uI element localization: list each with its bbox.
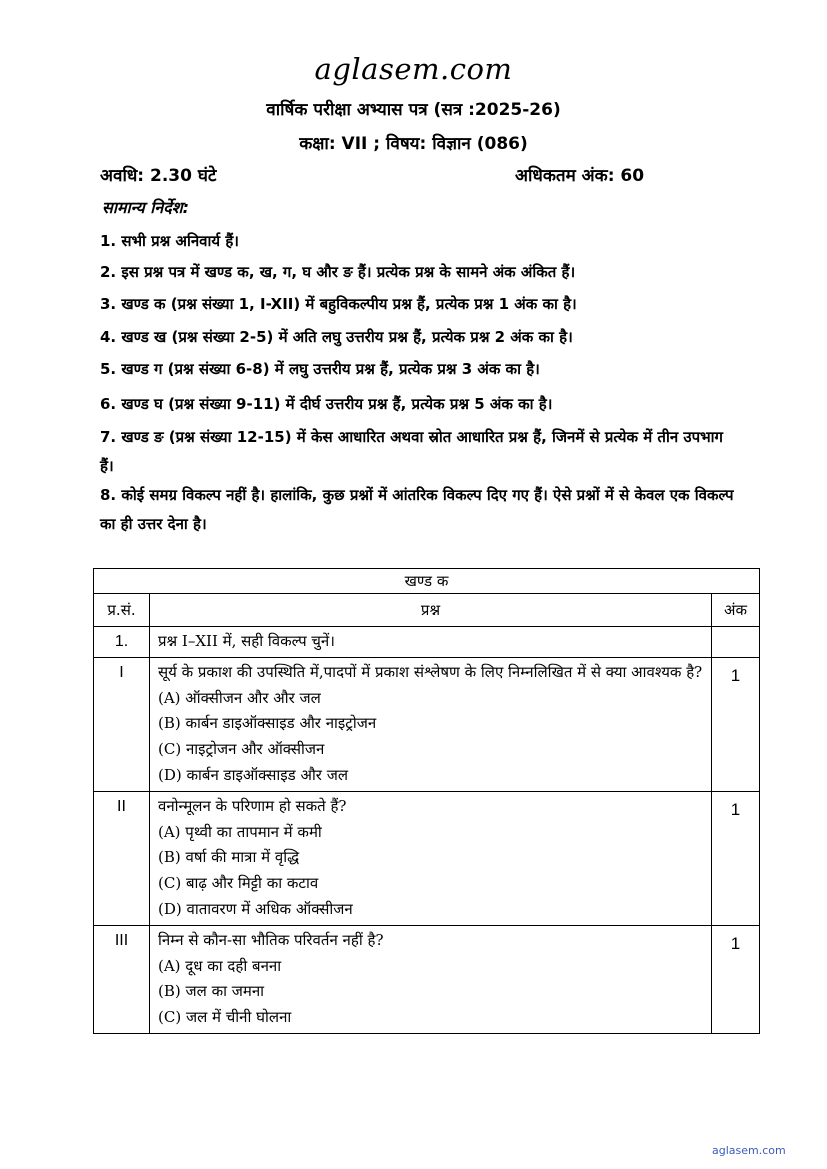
question-number: 1. [94,627,150,658]
instruction-item: 7. खण्ड ङ (प्रश्न संख्या 12-15) में केस आधारित अथवा स्रोत आधारित प्रश्न हैं, जिनमें से प्रत्येक में तीन उपभाग हैं। [100,428,724,475]
marks-cell: 1 [712,925,760,1033]
option-a: (A) ऑक्सीजन और और जल [158,688,321,707]
option-a: (A) पृथ्वी का तापमान में कमी [158,822,322,841]
instruction-item: 5. खण्ड ग (प्रश्न संख्या 6-8) में लघु उत्तरीय प्रश्न हैं, प्रत्येक प्रश्न 3 अंक का है। [100,360,540,378]
question-cell [150,791,712,925]
instruction-item: 2. इस प्रश्न पत्र में खण्ड क, ख, ग, घ और ङ हैं। प्रत्येक प्रश्न के सामने अंक अंकित हैं। [100,263,576,281]
duration: अवधि: 2.30 घंटे [100,166,217,186]
question-text: निम्न से कौन-सा भौतिक परिवर्तन नहीं है? [158,930,384,949]
question-text: सूर्य के प्रकाश की उपस्थिति में,पादपों में प्रकाश संश्लेषण के लिए निम्नलिखित में से क्या आवश्यक है? [158,662,703,681]
col-header-question: प्रश्न [150,594,712,627]
instructions-heading: सामान्य निर्देश: [102,198,190,217]
option-a: (A) दूध का दही बनना [158,956,282,975]
option-b: (B) वर्षा की मात्रा में वृद्धि [158,848,300,867]
table-row [94,627,760,658]
option-c: (C) बाढ़ और मिट्टी का कटाव [158,874,319,893]
question-table [93,568,760,1034]
option-c: (C) नाइट्रोजन और ऑक्सीजन [158,740,325,759]
table-row [94,925,760,1033]
question-cell [150,925,712,1033]
question-cell [150,657,712,791]
question-number: I [94,657,150,791]
exam-title: वार्षिक परीक्षा अभ्यास पत्र (सत्र :2025-26) [266,100,561,120]
instruction-item: 8. कोई समग्र विकल्प नहीं है। हालांकि, कुछ प्रश्नों में आंतरिक विकल्प दिए गए हैं। ऐसे प्रश्नों में से केवल एक विकल्प का ही उत्तर देना है। [100,486,734,533]
col-header-marks: अंक [712,594,760,627]
marks-cell [712,627,760,658]
col-header-no: प्र.सं. [94,594,150,627]
footer-link[interactable]: aglasem.com [712,1144,786,1157]
marks-cell: 1 [712,791,760,925]
question-number: III [94,925,150,1033]
question-text: प्रश्न I–XII में, सही विकल्प चुनें। [150,627,712,658]
class-subject: कक्षा: VII ; विषय: विज्ञान (086) [299,134,528,154]
table-row [94,791,760,925]
instruction-item: 6. खण्ड घ (प्रश्न संख्या 9-11) में दीर्घ उत्तरीय प्रश्न हैं, प्रत्येक प्रश्न 5 अंक का है। [100,395,553,413]
instruction-item: 4. खण्ड ख (प्रश्न संख्या 2-5) में अति लघु उत्तरीय प्रश्न हैं, प्रत्येक प्रश्न 2 अंक का है। [100,328,573,346]
option-c: (C) जल में चीनी घोलना [158,1008,292,1027]
section-title: खण्ड क [94,569,760,594]
option-b: (B) कार्बन डाइऑक्साइड और नाइट्रोजन [158,714,377,733]
table-row [94,657,760,791]
question-number: II [94,791,150,925]
instruction-item: 3. खण्ड क (प्रश्न संख्या 1, I-XII) में बहुविकल्पीय प्रश्न हैं, प्रत्येक प्रश्न 1 अंक का है। [100,295,577,313]
question-text: वनोन्मूलन के परिणाम हो सकते हैं? [158,796,347,815]
option-b: (B) जल का जमना [158,982,265,1001]
brand-logo: aglasem.com [314,52,513,86]
instruction-item: 1. सभी प्रश्न अनिवार्य हैं। [100,232,239,250]
option-d: (D) वातावरण में अधिक ऑक्सीजन [158,899,353,918]
option-d: (D) कार्बन डाइऑक्साइड और जल [158,765,348,784]
max-marks: अधिकतम अंक: 60 [515,166,645,186]
marks-cell: 1 [712,657,760,791]
